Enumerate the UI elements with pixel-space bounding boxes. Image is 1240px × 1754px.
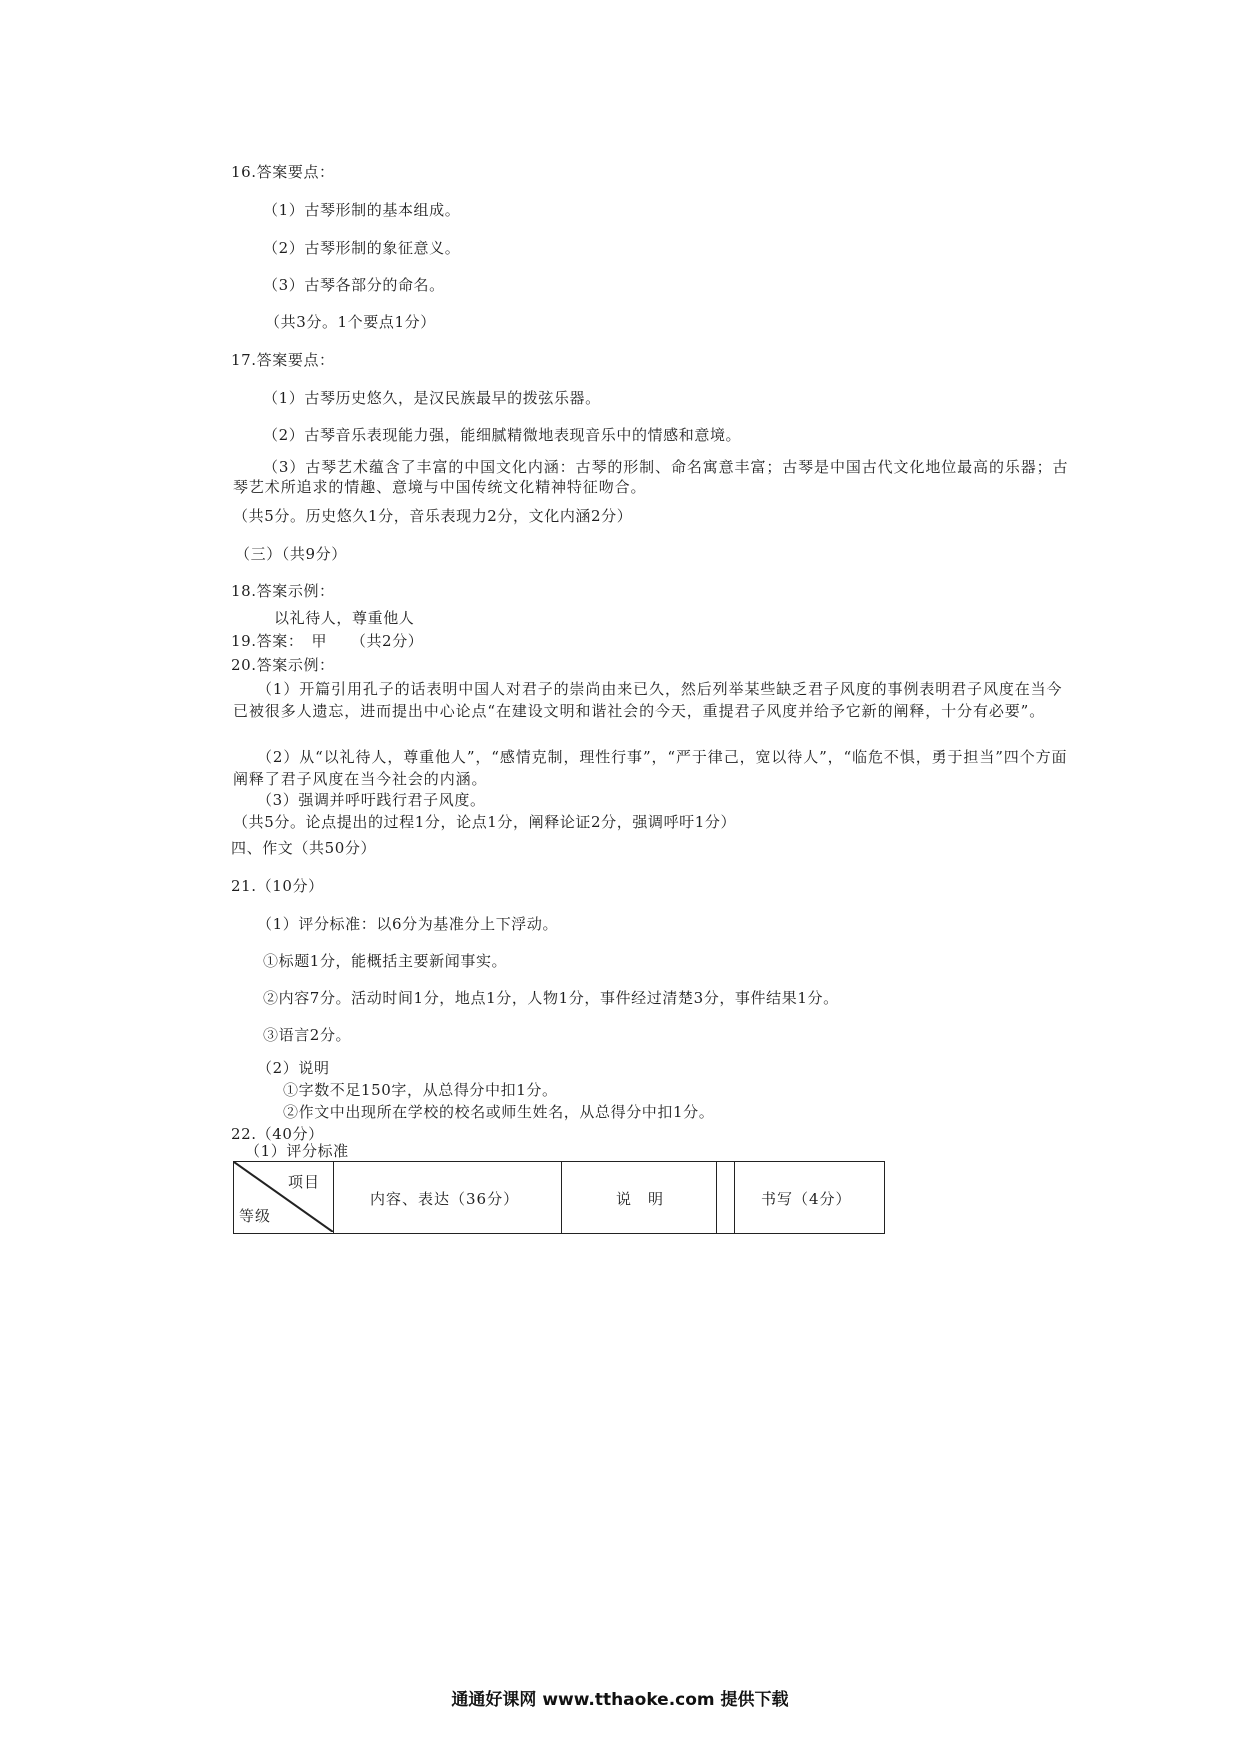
- q17-item-3: （3）古琴艺术蕴含了丰富的中国文化内涵：古琴的形制、命名寓意丰富；古琴是中国古代文化地位最高的乐器；古琴艺术所追求的情趣、意境与中国传统文化精神特征吻合。: [233, 458, 1069, 496]
- q22-criteria-title: （1）评分标准: [245, 1142, 349, 1160]
- q16-item-3: （3）古琴各部分的命名。: [263, 276, 445, 294]
- q21-criteria-title: （1）评分标准：以6分为基准分上下浮动。: [257, 915, 559, 933]
- q21-note-1: ①字数不足150字，从总得分中扣1分。: [283, 1081, 558, 1099]
- q21-criterion-2: ②内容7分。活动时间1分，地点1分，人物1分，事件经过清楚3分，事件结果1分。: [263, 989, 839, 1007]
- writing-header-cell: [735, 1162, 884, 1233]
- section-4-heading: 四、作文（共50分）: [231, 839, 377, 857]
- q17-item-2: （2）古琴音乐表现能力强，能细腻精微地表现音乐中的情感和意境。: [263, 426, 742, 444]
- explanation-header: 说 明: [616, 1190, 665, 1208]
- q22-heading: 22.（40分）: [231, 1125, 324, 1143]
- section-3-heading: （三）（共9分）: [235, 545, 347, 563]
- scoring-table: [233, 1161, 885, 1234]
- q19-answer: 19.答案： 甲 （共2分）: [231, 632, 424, 650]
- q21-criterion-1: ①标题1分，能概括主要新闻事实。: [263, 952, 508, 970]
- q21-note-2: ②作文中出现所在学校的校名或师生姓名，从总得分中扣1分。: [283, 1103, 715, 1121]
- q21-heading: 21.（10分）: [231, 877, 324, 895]
- content-expression-header: 内容、表达（36分）: [370, 1190, 520, 1208]
- q17-heading: 17.答案要点：: [231, 351, 335, 369]
- footer-source-text: 通通好课网 www.tthaoke.com 提供下载: [451, 1690, 789, 1710]
- q20-item-1: （1）开篇引用孔子的话表明中国人对君子的崇尚由来已久，然后列举某些缺乏君子风度的事例表明君子风度在当今已被很多人遗忘，进而提出中心论点“在建设文明和谐社会的今天，重提君子风度并给予它新的阐释，十分有必要”。: [233, 680, 1063, 720]
- q20-item-2: （2）从“以礼待人，尊重他人”，“感情克制，理性行事”，“严于律己，宽以待人”，“临危不惧，勇于担当”四个方面阐释了君子风度在当今社会的内涵。: [233, 748, 1068, 788]
- q20-score: （共5分。论点提出的过程1分，论点1分，阐释论证2分，强调呼吁1分）: [233, 813, 737, 831]
- q16-heading: 16.答案要点：: [231, 163, 335, 181]
- header-grade-label: 等级: [239, 1207, 272, 1225]
- corner-header-cell: [234, 1162, 334, 1233]
- writing-header: 书写（4分）: [761, 1190, 852, 1208]
- q20-item-3: （3）强调并呼吁践行君子风度。: [257, 791, 486, 809]
- q21-criterion-3: ③语言2分。: [263, 1026, 352, 1044]
- q17-score: （共5分。历史悠久1分，音乐表现力2分，文化内涵2分）: [233, 507, 633, 525]
- q16-item-2: （2）古琴形制的象征意义。: [263, 239, 461, 257]
- q18-answer: 以礼待人，尊重他人: [274, 609, 415, 627]
- q16-item-1: （1）古琴形制的基本组成。: [263, 201, 461, 219]
- narrow-spacer-cell: [717, 1162, 735, 1233]
- explanation-header-cell: [562, 1162, 717, 1233]
- q20-heading: 20.答案示例：: [231, 656, 335, 674]
- q18-heading: 18.答案示例：: [231, 582, 335, 600]
- content-expression-header-cell: [334, 1162, 562, 1233]
- header-project-label: 项目: [288, 1173, 321, 1191]
- q21-notes-title: （2）说明: [257, 1059, 330, 1077]
- q17-item-1: （1）古琴历史悠久，是汉民族最早的拨弦乐器。: [263, 389, 601, 407]
- q16-score: （共3分。1个要点1分）: [265, 313, 436, 331]
